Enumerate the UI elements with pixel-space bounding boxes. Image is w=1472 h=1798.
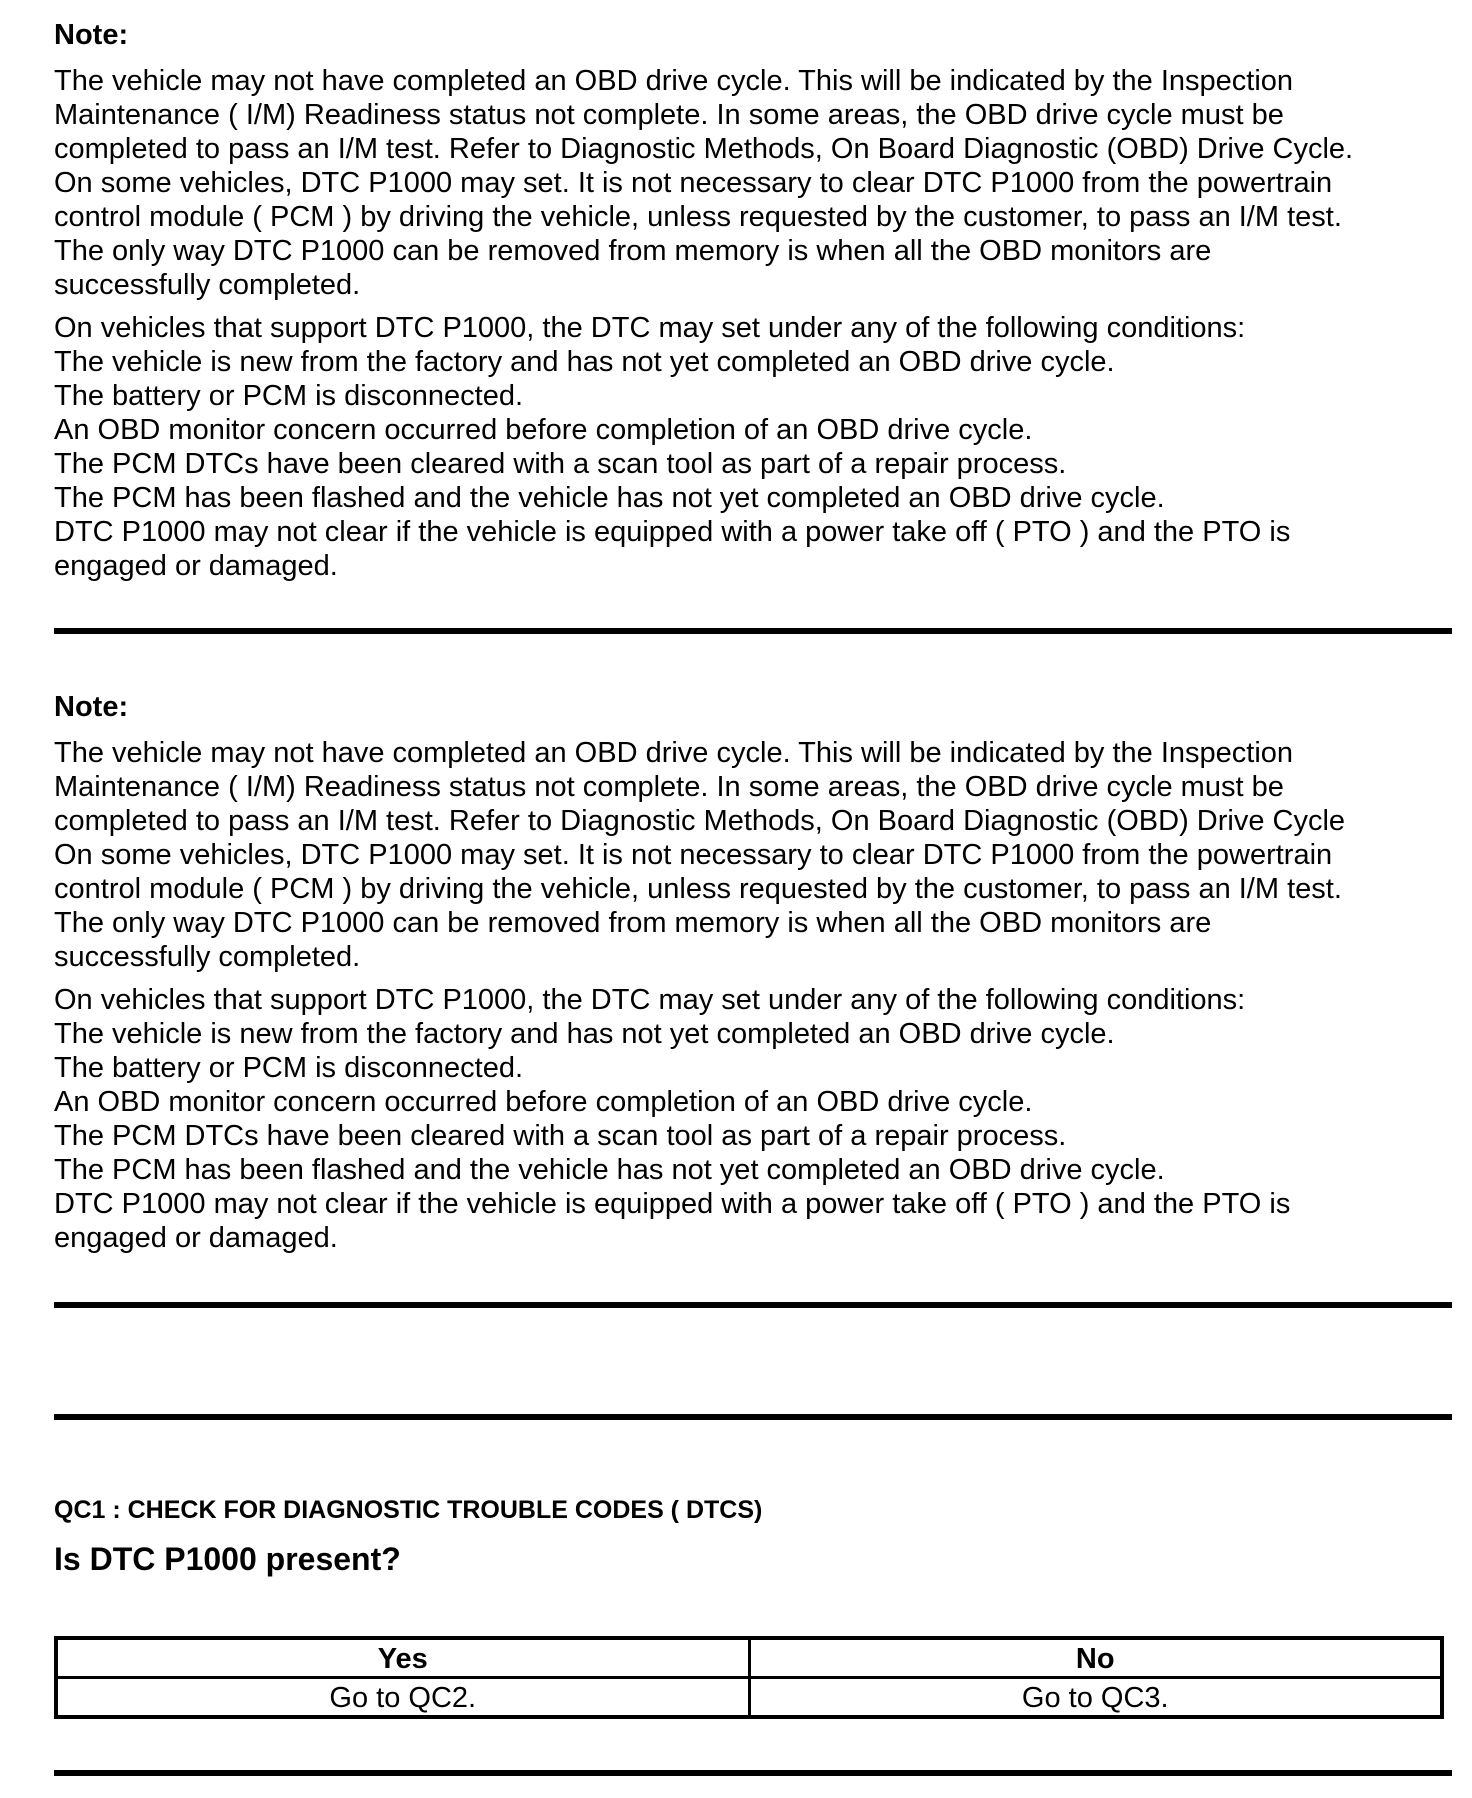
note-line: control module ( PCM ) by driving the vehicle, unless requested by the customer, to pass an I/M test. bbox=[54, 201, 1342, 233]
condition-line: An OBD monitor concern occurred before completion of an OBD drive cycle. bbox=[54, 1086, 1033, 1118]
divider-rule bbox=[54, 1414, 1452, 1420]
note-paragraph bbox=[54, 64, 1454, 302]
note-block-1 bbox=[54, 18, 1454, 583]
condition-line: The battery or PCM is disconnected. bbox=[54, 1052, 524, 1084]
yes-header: Yes bbox=[56, 1638, 749, 1678]
divider-rule bbox=[54, 1302, 1452, 1308]
condition-line: engaged or damaged. bbox=[54, 550, 338, 582]
condition-line: The vehicle is new from the factory and has not yet completed an OBD drive cycle. bbox=[54, 1018, 1115, 1050]
conditions-paragraph bbox=[54, 311, 1454, 583]
note-title: Note: bbox=[54, 691, 129, 723]
yes-action: Go to QC2. bbox=[56, 1678, 749, 1718]
table-header-row bbox=[56, 1638, 1442, 1678]
table-row bbox=[56, 1678, 1442, 1718]
note-title: Note: bbox=[54, 19, 129, 51]
condition-line: The PCM DTCs have been cleared with a scan tool as part of a repair process. bbox=[54, 448, 1067, 480]
answer-table bbox=[54, 1636, 1444, 1719]
no-action: Go to QC3. bbox=[749, 1678, 1442, 1718]
no-header: No bbox=[749, 1638, 1442, 1678]
note-block-2 bbox=[54, 690, 1454, 1255]
divider-rule bbox=[54, 1770, 1452, 1776]
note-paragraph bbox=[54, 736, 1454, 974]
divider-rule bbox=[54, 628, 1452, 634]
condition-line: DTC P1000 may not clear if the vehicle is equipped with a power take off ( PTO ) and the PTO is bbox=[54, 516, 1291, 548]
condition-line: The vehicle is new from the factory and has not yet completed an OBD drive cycle. bbox=[54, 346, 1115, 378]
note-line: The only way DTC P1000 can be removed from memory is when all the OBD monitors are bbox=[54, 907, 1212, 939]
note-line: control module ( PCM ) by driving the vehicle, unless requested by the customer, to pass an I/M test. bbox=[54, 873, 1342, 905]
note-line: completed to pass an I/M test. Refer to Diagnostic Methods, On Board Diagnostic (OBD) Drive Cycle bbox=[54, 805, 1346, 837]
note-line: successfully completed. bbox=[54, 269, 361, 301]
note-line: Maintenance ( I/M) Readiness status not complete. In some areas, the OBD drive cycle must be bbox=[54, 99, 1284, 131]
qc-question: Is DTC P1000 present? bbox=[54, 1541, 401, 1577]
condition-line: DTC P1000 may not clear if the vehicle is equipped with a power take off ( PTO ) and the PTO is bbox=[54, 1188, 1291, 1220]
condition-line: An OBD monitor concern occurred before completion of an OBD drive cycle. bbox=[54, 414, 1033, 446]
note-line: successfully completed. bbox=[54, 941, 361, 973]
condition-line: On vehicles that support DTC P1000, the DTC may set under any of the following conditions: bbox=[54, 984, 1246, 1016]
note-line: The vehicle may not have completed an OBD drive cycle. This will be indicated by the Inspection bbox=[54, 737, 1294, 769]
note-line: Maintenance ( I/M) Readiness status not complete. In some areas, the OBD drive cycle must be bbox=[54, 771, 1284, 803]
condition-line: engaged or damaged. bbox=[54, 1222, 338, 1254]
conditions-paragraph bbox=[54, 983, 1454, 1255]
note-line: On some vehicles, DTC P1000 may set. It is not necessary to clear DTC P1000 from the powertrain bbox=[54, 167, 1333, 199]
note-line: completed to pass an I/M test. Refer to Diagnostic Methods, On Board Diagnostic (OBD) Drive Cycle. bbox=[54, 133, 1354, 165]
qc-step-title: QC1 : CHECK FOR DIAGNOSTIC TROUBLE CODES ( DTCS) bbox=[54, 1496, 763, 1524]
condition-line: The PCM DTCs have been cleared with a scan tool as part of a repair process. bbox=[54, 1120, 1067, 1152]
condition-line: The PCM has been flashed and the vehicle has not yet completed an OBD drive cycle. bbox=[54, 1154, 1165, 1186]
condition-line: On vehicles that support DTC P1000, the DTC may set under any of the following conditions: bbox=[54, 312, 1246, 344]
condition-line: The PCM has been flashed and the vehicle has not yet completed an OBD drive cycle. bbox=[54, 482, 1165, 514]
note-line: The only way DTC P1000 can be removed from memory is when all the OBD monitors are bbox=[54, 235, 1212, 267]
note-line: On some vehicles, DTC P1000 may set. It is not necessary to clear DTC P1000 from the powertrain bbox=[54, 839, 1333, 871]
note-line: The vehicle may not have completed an OBD drive cycle. This will be indicated by the Inspection bbox=[54, 65, 1294, 97]
condition-line: The battery or PCM is disconnected. bbox=[54, 380, 524, 412]
